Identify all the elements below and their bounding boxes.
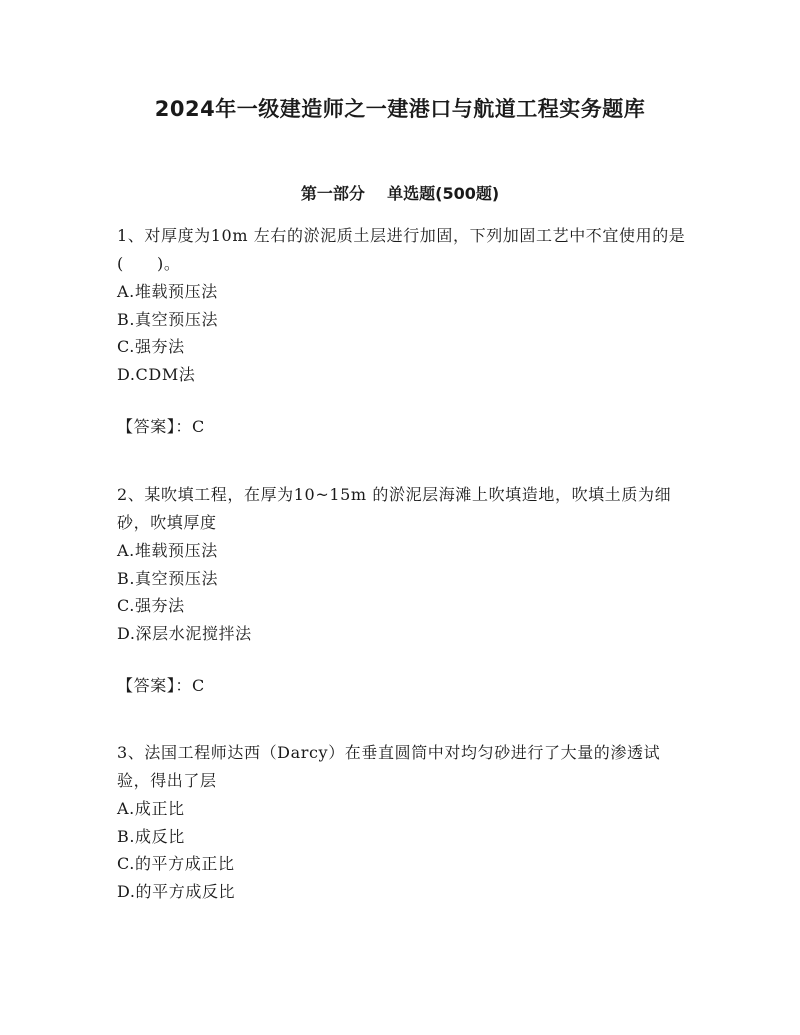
question-2 bbox=[117, 481, 687, 647]
question-stem: 2、某吹填工程，在厚为10~15m 的淤泥层海滩上吹填造地，吹填土质为细砂，吹填厚度 bbox=[117, 485, 672, 532]
option-a: A.堆载预压法 bbox=[117, 541, 218, 560]
question-3 bbox=[117, 739, 687, 905]
option-d: D.深层水泥搅拌法 bbox=[117, 623, 252, 643]
question-stem: 3、法国工程师达西（Darcy）在垂直圆筒中对均匀砂进行了大量的渗透试验，得出了层 bbox=[117, 743, 661, 790]
answer-1: 【答案】：C bbox=[117, 417, 205, 436]
option-b: B.真空预压法 bbox=[117, 568, 219, 588]
option-c: C.强夯法 bbox=[117, 337, 185, 356]
answer-2: 【答案】：C bbox=[117, 676, 205, 695]
option-b: B.成反比 bbox=[117, 826, 185, 846]
document-title: 2024年一级建造师之一建港口与航道工程实务题库 bbox=[154, 97, 646, 121]
option-c: C.强夯法 bbox=[117, 596, 185, 615]
section-title: 第一部分 单选题(500题) bbox=[300, 184, 500, 203]
option-a: A.堆载预压法 bbox=[117, 282, 218, 301]
question-1 bbox=[117, 222, 687, 388]
option-a: A.成正比 bbox=[117, 799, 185, 818]
option-d: D.CDM法 bbox=[117, 364, 196, 384]
option-c: C.的平方成正比 bbox=[117, 854, 235, 873]
question-stem: 1、对厚度为10m 左右的淤泥质土层进行加固，下列加固工艺中不宜使用的是( )。 bbox=[117, 226, 686, 273]
option-d: D.的平方成反比 bbox=[117, 881, 236, 901]
option-b: B.真空预压法 bbox=[117, 309, 219, 329]
